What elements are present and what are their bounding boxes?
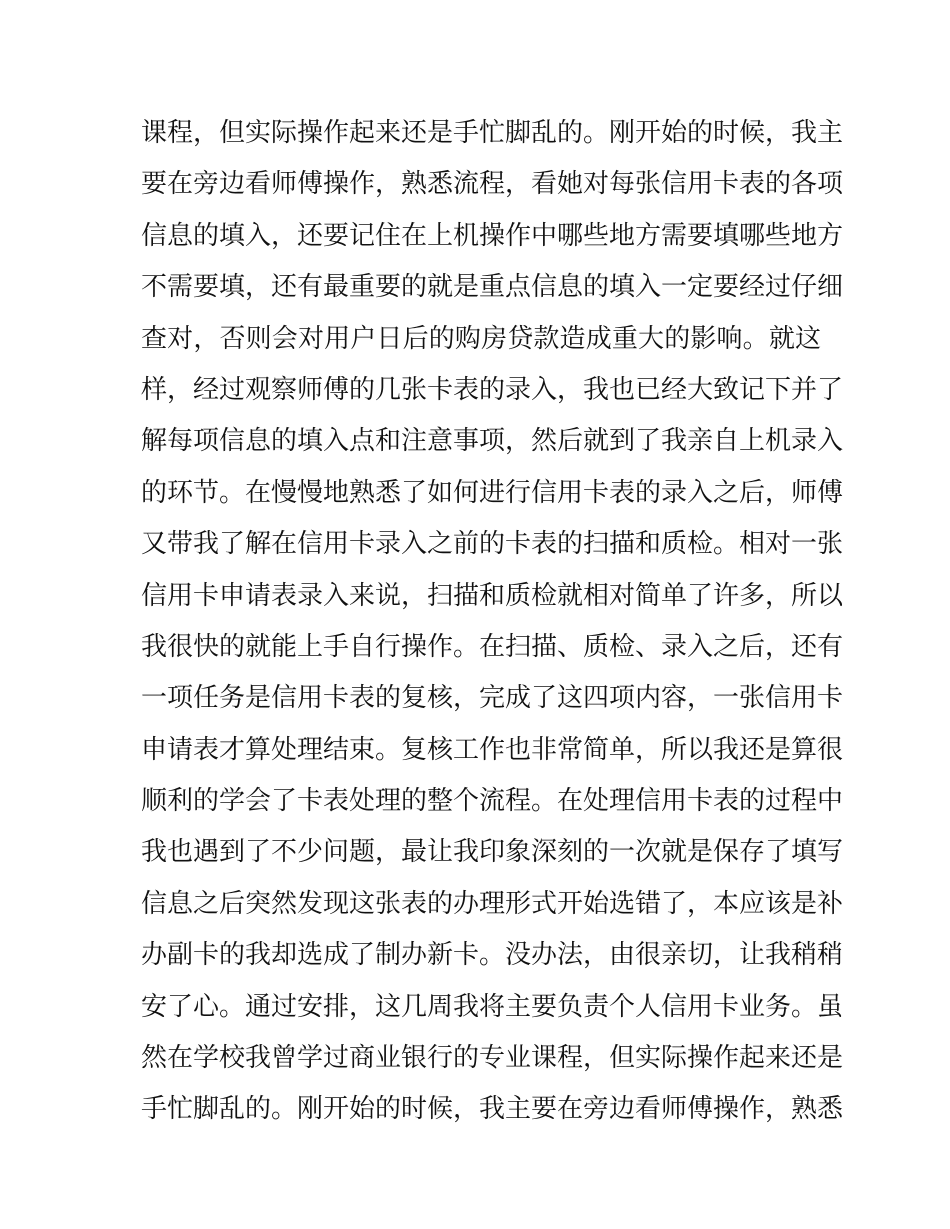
text-line: 信用卡申请表录入来说，扫描和质检就相对简单了许多，所以 [141,580,844,611]
text-line: 手忙脚乱的。刚开始的时候，我主要在旁边看师傅操作，熟悉 [141,1094,844,1125]
text-line: 要在旁边看师傅操作，熟悉流程，看她对每张信用卡表的各项 [141,169,844,200]
body-text [141,108,844,1136]
text-line: 课程，但实际操作起来还是手忙脚乱的。刚开始的时候，我主 [141,118,844,148]
text-line: 不需要填，还有最重要的就是重点信息的填入一定要经过仔细 [141,272,844,303]
text-line: 又带我了解在信用卡录入之前的卡表的扫描和质检。相对一张 [141,529,844,560]
text-line: 我也遇到了不少问题，最让我印象深刻的一次就是保存了填写 [141,837,844,868]
text-line: 解每项信息的填入点和注意事项，然后就到了我亲自上机录入 [141,426,844,457]
text-line: 一项任务是信用卡表的复核，完成了这四项内容，一张信用卡 [141,683,844,714]
text-line: 办副卡的我却选成了制办新卡。没办法，由很亲切，让我稍稍 [141,940,844,971]
text-line: 顺利的学会了卡表处理的整个流程。在处理信用卡表的过程中 [141,786,844,817]
text-line: 申请表才算处理结束。复核工作也非常简单，所以我还是算很 [141,734,844,765]
text-line: 安了心。通过安排，这几周我将主要负责个人信用卡业务。虽 [141,991,844,1022]
text-line: 的环节。在慢慢地熟悉了如何进行信用卡表的录入之后，师傅 [141,477,844,508]
text-line: 信息之后突然发现这张表的办理形式开始选错了，本应该是补 [141,888,844,919]
text-line: 样，经过观察师傅的几张卡表的录入，我也已经大致记下并了 [141,374,844,405]
text-line: 信息的填入，还要记住在上机操作中哪些地方需要填哪些地方 [141,220,844,251]
text-line: 查对，否则会对用户日后的购房贷款造成重大的影响。就这 [141,323,821,354]
text-line: 然在学校我曾学过商业银行的专业课程，但实际操作起来还是 [141,1043,844,1074]
text-line: 我很快的就能上手自行操作。在扫描、质检、录入之后，还有 [141,631,844,662]
